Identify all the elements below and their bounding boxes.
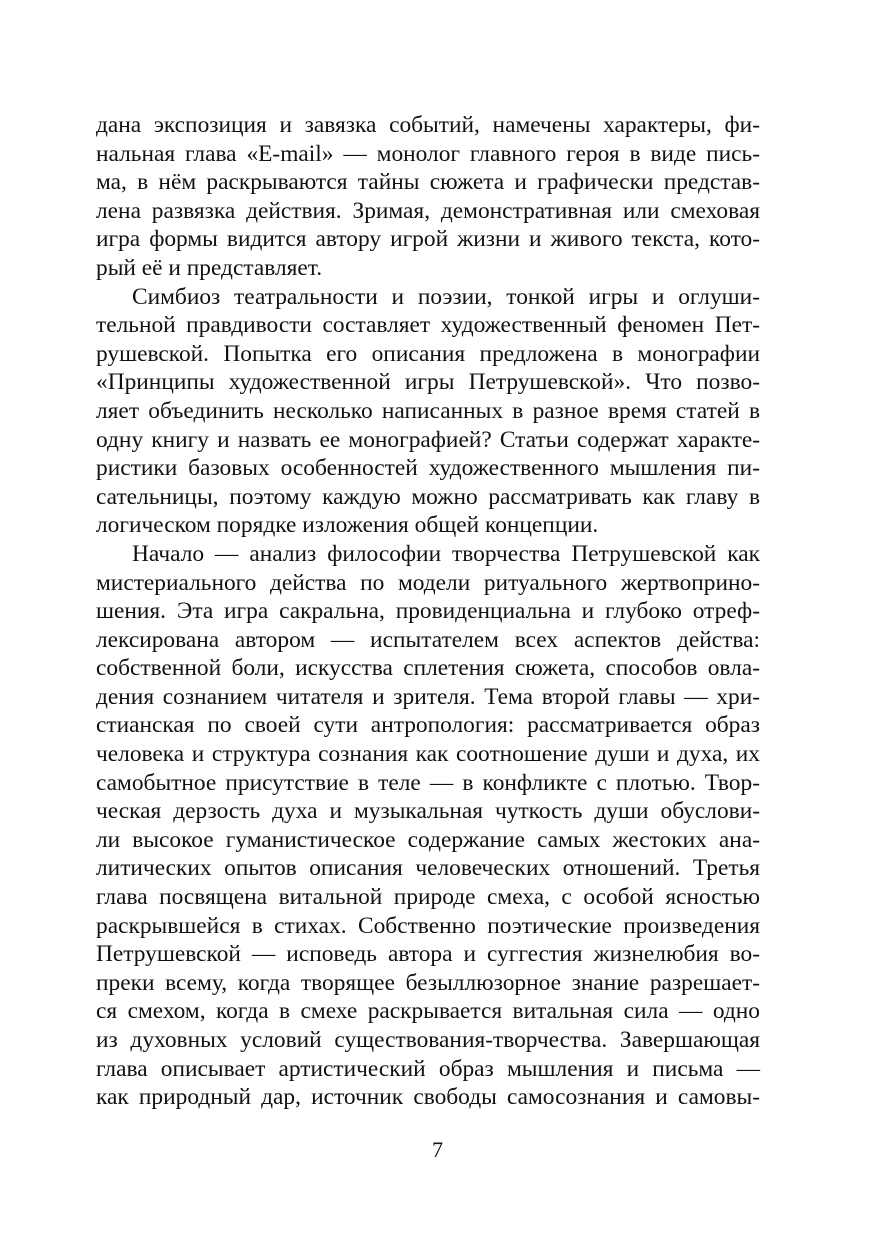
paragraph-1	[96, 111, 760, 283]
text-line: стианская по своей сути антропология: рассматривается образ	[96, 712, 760, 739]
text-line: мистериального действа по модели ритуального жертвоприно-	[96, 569, 760, 596]
text-line: раскрывшейся в стихах. Собственно поэтические произведения	[96, 912, 760, 939]
text-line: лена развязка действия. Зримая, демонстративная или смеховая	[96, 197, 760, 224]
text-line: сательницы, поэтому каждую можно рассматривать как главу в	[96, 483, 760, 510]
text-line: рушевской. Попытка его описания предложена в монографии	[96, 340, 760, 367]
text-line: ма, в нём раскрываются тайны сюжета и графически представ-	[96, 169, 760, 196]
body-text	[96, 111, 760, 1112]
text-line: Симбиоз театральности и поэзии, тонкой игры и оглуши-	[132, 283, 760, 310]
text-line: преки всему, когда творящее безыллюзорное знание разрешает-	[96, 969, 760, 996]
text-line: ся смехом, когда в смехе раскрывается витальная сила — одно	[96, 998, 760, 1025]
paragraph-2	[96, 283, 760, 540]
text-line: лексирована автором — испытателем всех аспектов действа:	[96, 626, 760, 653]
text-line: логическом порядке изложения общей концепции.	[96, 512, 599, 539]
text-line: человека и структура сознания как соотношение души и духа, их	[96, 741, 760, 768]
text-line: дения сознанием читателя и зрителя. Тема второй главы — хри-	[96, 683, 760, 710]
text-line: шения. Эта игра сакральна, провиденциальна и глубоко отреф-	[96, 598, 760, 625]
text-line: ли высокое гуманистическое содержание самых жестоких ана-	[96, 826, 760, 853]
text-line: ческая дерзость духа и музыкальная чуткость души обуслови-	[96, 798, 760, 825]
text-line: ристики базовых особенностей художественного мышления пи-	[96, 455, 760, 482]
text-line: из духовных условий существования-творчества. Завершающая	[96, 1027, 760, 1053]
text-line: самобытное присутствие в теле — в конфликте с плотью. Твор-	[96, 769, 760, 796]
text-line: ляет объединить несколько написанных в разное время статей в	[96, 397, 760, 424]
text-line: «Принципы художественной игры Петрушевской». Что позво-	[96, 369, 760, 396]
text-line: одну книгу и назвать ее монографией? Статьи содержат характе-	[96, 426, 760, 453]
text-line: дана экспозиция и завязка событий, намечены характеры, фи-	[96, 112, 760, 138]
text-line: нальная глава «E-mail» — монолог главного героя в виде пись-	[96, 140, 760, 167]
page-number: 7	[432, 1137, 443, 1162]
text-line: рый её и представляет.	[96, 254, 323, 281]
text-line: глава посвящена витальной природе смеха, с особой ясностью	[96, 884, 760, 911]
text-line: игра формы видится автору игрой жизни и живого текста, кото-	[96, 226, 760, 253]
text-line: как природный дар, источник свободы самосознания и самовы-	[96, 1084, 760, 1111]
text-line: собственной боли, искусства сплетения сюжета, способов овла-	[96, 655, 760, 682]
text-line: тельной правдивости составляет художественный феномен Пет-	[96, 312, 760, 339]
text-line: глава описывает артистический образ мышления и письма —	[96, 1055, 760, 1082]
text-line: Начало — анализ философии творчества Петрушевской как	[132, 540, 760, 567]
text-line: литических опытов описания человеческих отношений. Третья	[96, 855, 760, 882]
text-line: Петрушевской — исповедь автора и суггестия жизнелюбия во-	[96, 941, 760, 968]
paragraph-3	[96, 540, 760, 1112]
